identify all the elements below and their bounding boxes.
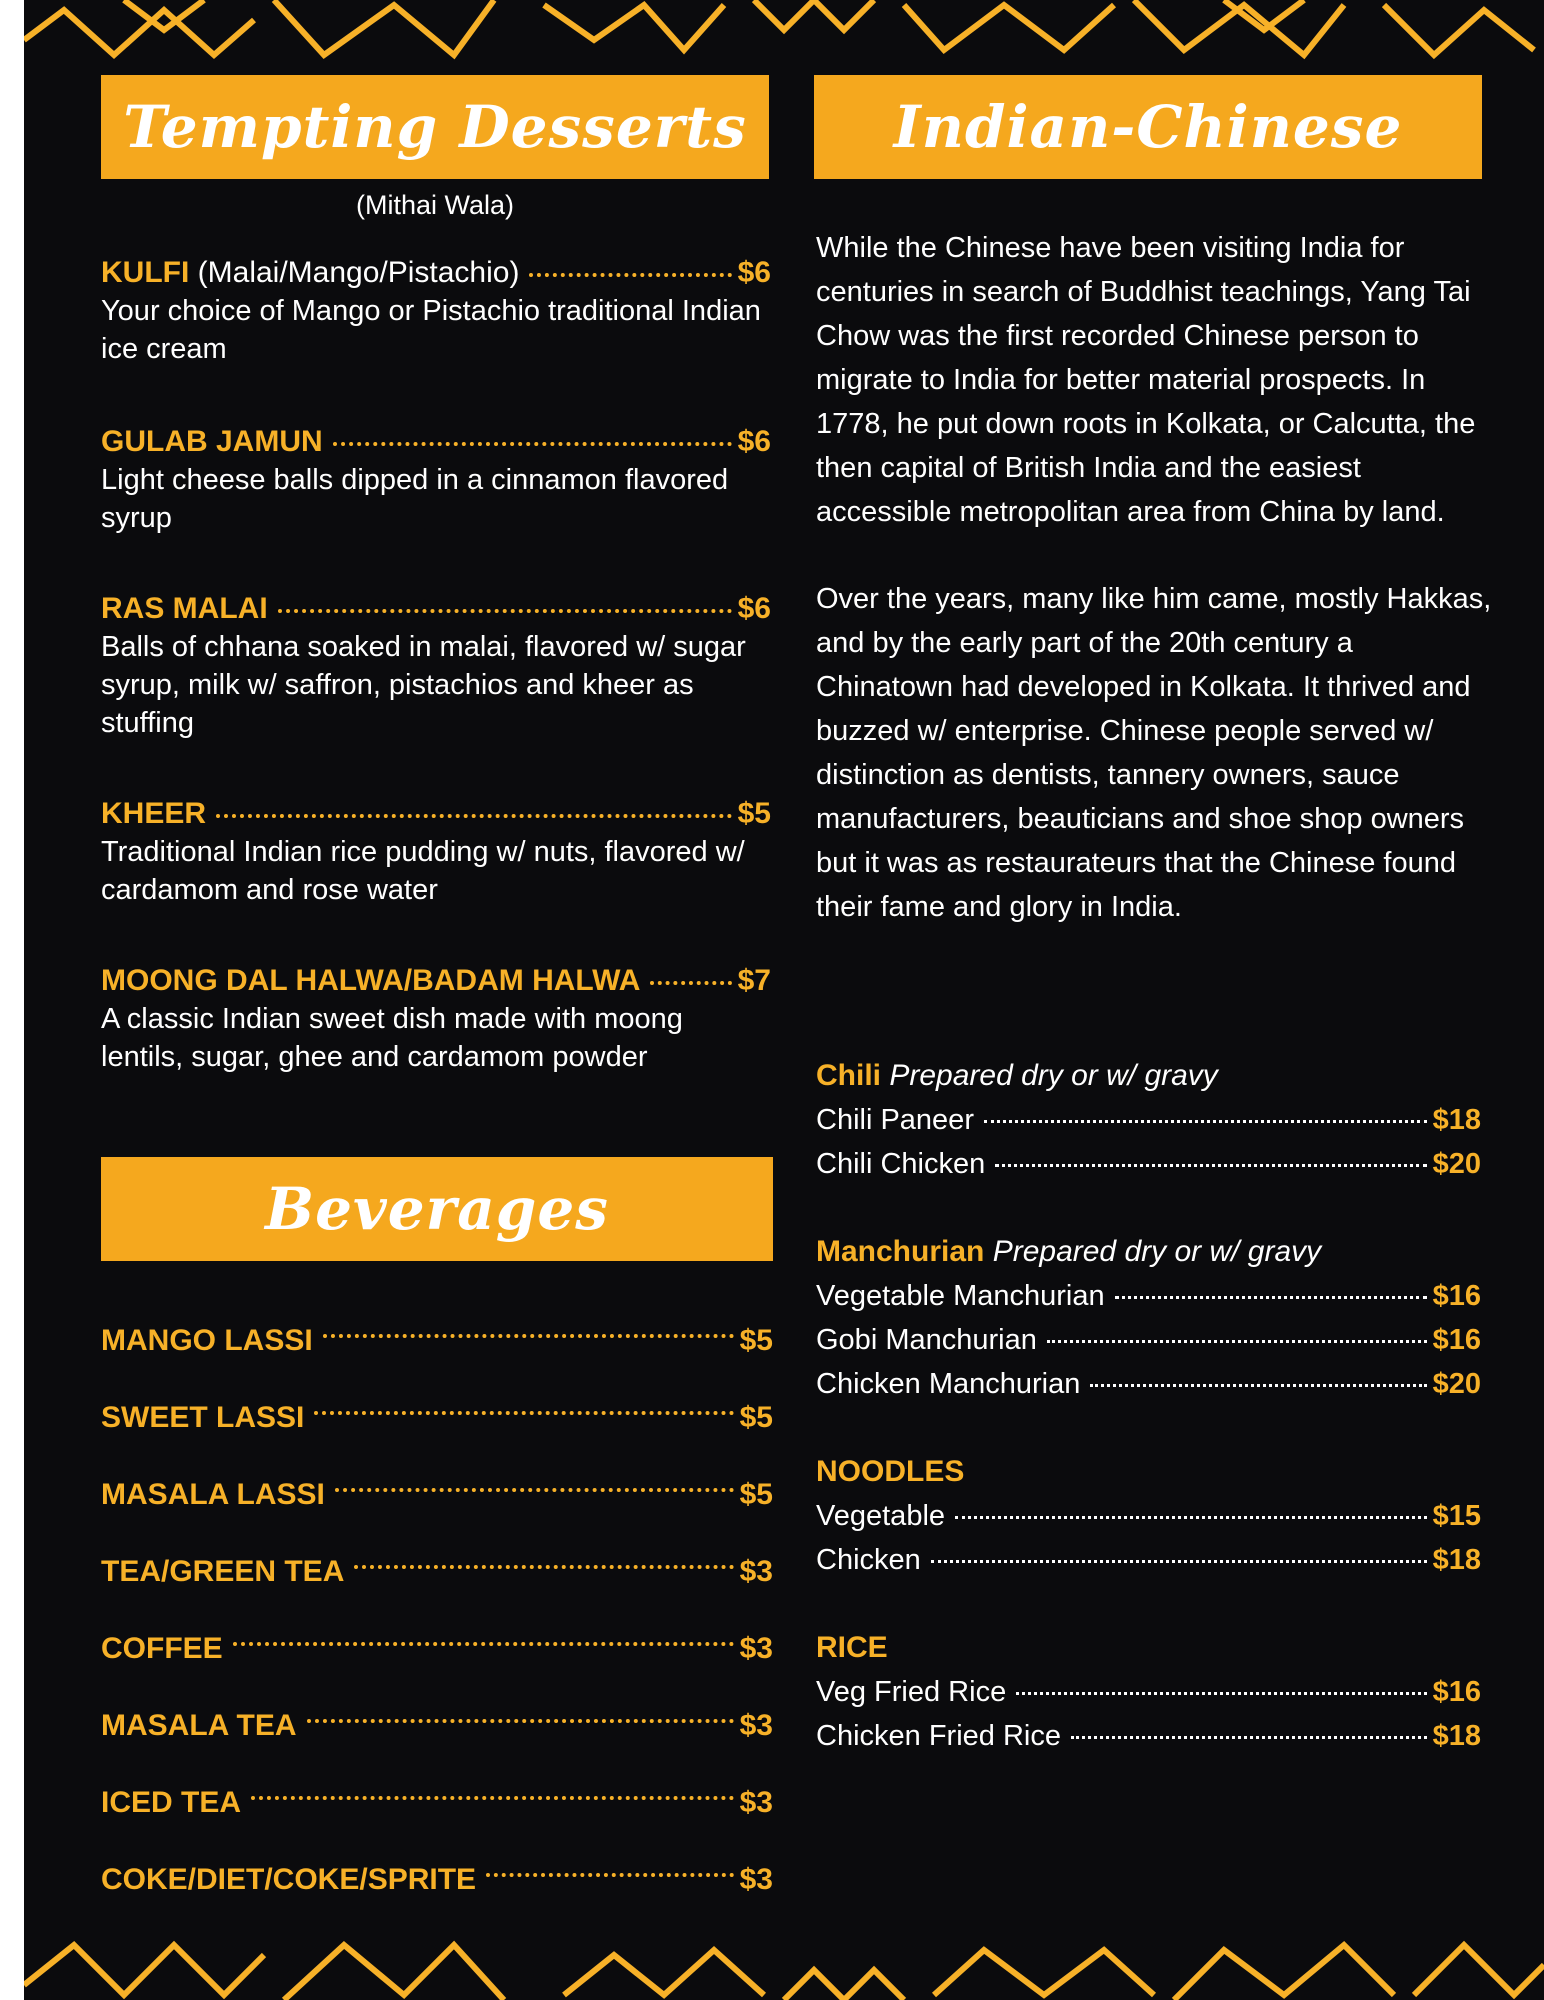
menu-item [816,1318,1481,1362]
indian-chinese-banner [814,75,1482,179]
dessert-item [101,256,771,425]
leader-dots [307,1719,734,1723]
menu-item [816,1098,1481,1142]
dessert-item [101,425,771,592]
beverage-item [101,1687,773,1764]
leader-dots [650,981,731,985]
leader-dots [354,1565,733,1569]
dessert-price: $6 [737,425,771,458]
beverage-price: $3 [739,1708,773,1742]
dessert-item [101,964,771,1076]
menu-item [816,1538,1481,1582]
leader-dots [984,1120,1427,1123]
leader-dots [1090,1384,1426,1387]
dessert-name: MOONG DAL HALWA/BADAM HALWA [101,964,641,997]
item-price: $16 [1432,1676,1481,1708]
beverages-title: Beverages [265,1175,609,1243]
item-name: Gobi Manchurian [816,1324,1037,1356]
dessert-price: $5 [737,797,771,830]
dessert-item [101,797,771,964]
leader-dots [995,1164,1426,1167]
indian-chinese-menu [816,1054,1481,1802]
beverage-price: $3 [739,1862,773,1896]
dessert-name: KULFI (Malai/Mango/Pistachio) [101,256,520,289]
leader-dots [529,273,731,277]
dessert-price: $6 [737,592,771,625]
item-name: Chili Paneer [816,1104,974,1136]
item-price: $15 [1432,1500,1481,1532]
leader-dots [1047,1340,1427,1343]
item-name: Vegetable Manchurian [816,1280,1105,1312]
beverage-name: TEA/GREEN TEA [101,1554,345,1588]
menu-item [816,1494,1481,1538]
beverage-name: ICED TEA [101,1785,242,1819]
leader-dots [1016,1692,1426,1695]
leader-dots [486,1873,734,1877]
leader-dots [335,1488,734,1492]
leader-dots [1071,1736,1427,1739]
item-name: Chicken Manchurian [816,1368,1081,1400]
beverage-item [101,1379,773,1456]
beverage-price: $5 [739,1323,773,1357]
beverage-name: COFFEE [101,1631,223,1665]
leader-dots [233,1642,734,1646]
desserts-title: Tempting Desserts [123,93,747,161]
item-name: Chili Chicken [816,1148,986,1180]
indian-chinese-intro [816,226,1496,972]
dessert-description: A classic Indian sweet dish made with moong lentils, sugar, ghee and cardamom powder [101,1003,683,1073]
item-price: $16 [1432,1324,1481,1356]
intro-paragraph: While the Chinese have been visiting India for centuries in search of Buddhist teachings, Yang Tai Chow was the first recorded Chinese person to migrate to India for better material prospects. In 1778, he put down roots in Kolkata, or Calcutta, the then capital of British India and the easiest accessible metropolitan area from China by land. [816,232,1476,528]
menu-group-manchurian [816,1230,1481,1406]
item-name: Vegetable [816,1500,946,1532]
group-heading: NOODLES [816,1455,965,1488]
beverage-name: COKE/DIET/COKE/SPRITE [101,1862,477,1896]
group-heading: Chili Prepared dry or w/ gravy [816,1059,1218,1092]
dessert-list [101,256,771,1076]
menu-item [816,1362,1481,1406]
dessert-item [101,592,771,797]
beverage-item [101,1533,773,1610]
beverage-price: $5 [739,1400,773,1434]
leader-dots [314,1411,733,1415]
beverage-name: MANGO LASSI [101,1323,313,1357]
group-heading: Manchurian Prepared dry or w/ gravy [816,1235,1322,1268]
item-price: $18 [1432,1720,1481,1752]
item-price: $20 [1432,1148,1481,1180]
beverage-item [101,1302,773,1379]
beverage-price: $3 [739,1554,773,1588]
menu-group-noodles [816,1450,1481,1582]
item-price: $16 [1432,1280,1481,1312]
leader-dots [278,609,732,613]
beverages-banner [101,1157,773,1261]
item-name: Chicken [816,1544,921,1576]
beverage-price: $5 [739,1477,773,1511]
intro-paragraph: Over the years, many like him came, mostly Hakkas, and by the early part of the 20th century a Chinatown had developed in Kolkata. It thrived and buzzed w/ enterprise. Chinese people served w/ distinction as dentists, tannery owners, sauce manufacturers, beauticians and shoe shop owners but it was as restaurateurs that the Chinese found their fame and glory in India. [816,583,1492,923]
leader-dots [931,1560,1427,1563]
beverage-name: MASALA TEA [101,1708,297,1742]
beverage-item [101,1610,773,1687]
item-price: $18 [1432,1104,1481,1136]
dessert-description: Light cheese balls dipped in a cinnamon flavored syrup [101,464,729,534]
desserts-subtitle: (Mithai Wala) [355,190,515,220]
group-heading: RICE [816,1631,888,1664]
dessert-name: GULAB JAMUN [101,425,323,458]
beverage-price: $3 [739,1785,773,1819]
beverage-item [101,1456,773,1533]
dessert-price: $7 [737,964,771,997]
leader-dots [333,442,732,446]
menu-group-rice [816,1626,1481,1758]
beverage-item [101,1764,773,1841]
menu-group-chili [816,1054,1481,1186]
dessert-description: Traditional Indian rice pudding w/ nuts, flavored w/ cardamom and rose water [101,836,745,906]
leader-dots [1115,1296,1427,1299]
menu-item [816,1670,1481,1714]
menu-item [816,1142,1481,1186]
beverage-item [101,1841,773,1918]
beverage-list [101,1302,773,1918]
leader-dots [216,814,732,818]
dessert-price: $6 [737,256,771,289]
menu-item [816,1714,1481,1758]
item-price: $18 [1432,1544,1481,1576]
bottom-border-pattern [24,1925,1544,2000]
menu-page [24,0,1544,2000]
top-border-pattern [24,0,1544,75]
dessert-name: RAS MALAI [101,592,268,625]
leader-dots [323,1334,734,1338]
leader-dots [955,1516,1427,1519]
item-name: Chicken Fried Rice [816,1720,1061,1752]
beverage-name: SWEET LASSI [101,1400,305,1434]
leader-dots [251,1796,734,1800]
dessert-description: Your choice of Mango or Pistachio traditional Indian ice cream [101,295,761,365]
dessert-description: Balls of chhana soaked in malai, flavored w/ sugar syrup, milk w/ saffron, pistachios and kheer as stuffing [101,631,746,739]
beverage-price: $3 [739,1631,773,1665]
indian-chinese-title: Indian-Chinese [893,93,1403,161]
menu-item [816,1274,1481,1318]
item-name: Veg Fried Rice [816,1676,1007,1708]
beverage-name: MASALA LASSI [101,1477,325,1511]
item-price: $20 [1432,1368,1481,1400]
desserts-banner [101,75,769,179]
dessert-name: KHEER [101,797,207,830]
